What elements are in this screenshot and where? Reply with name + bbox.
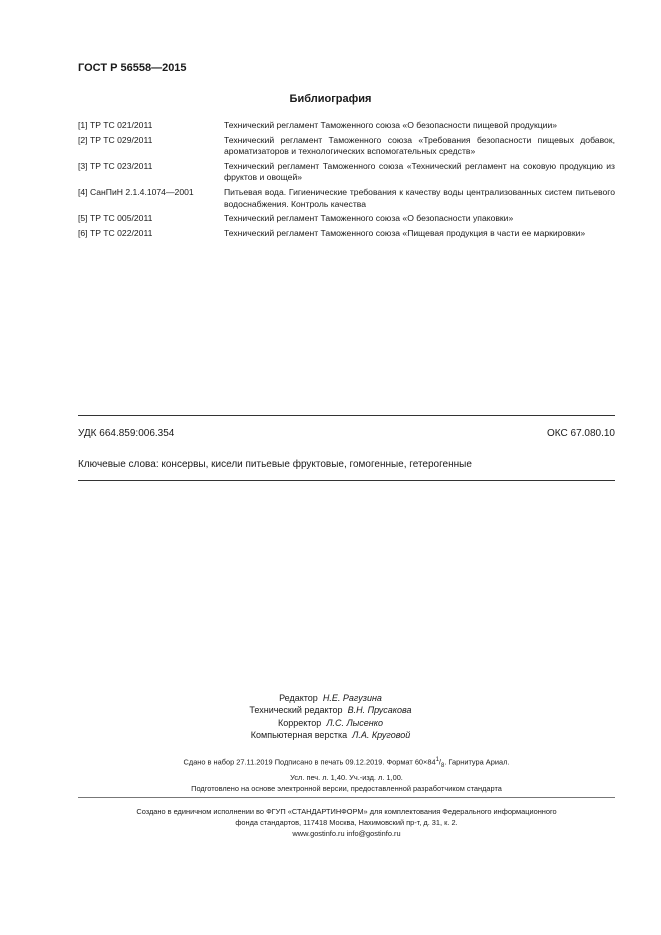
credit-name: Н.Е. Рагузина: [322, 693, 382, 703]
credit-label: Корректор: [277, 717, 322, 728]
credit-name: Л.А. Круговой: [352, 730, 411, 741]
credit-editor: [0, 692, 661, 704]
publisher-info: [78, 806, 615, 839]
bibliography-ref: [6] ТР ТС 022/2011: [78, 227, 153, 238]
bibliography-entry: [78, 120, 615, 132]
bibliography-list: [78, 120, 615, 242]
bibliography-entry: [78, 187, 615, 210]
credit-name: Л.С. Лысенко: [326, 717, 384, 728]
bibliography-ref: [4] СанПиН 2.1.4.1074—2001: [78, 186, 194, 197]
credits-block: [0, 692, 661, 742]
bibliography-text: Технический регламент Таможенного союза «Требования безопасности пищевых добавок, ароматизаторов и технологических вспомогательных средств»: [224, 134, 615, 157]
bibliography-text: Технический регламент Таможенного союза «О безопасности пищевой продукции»: [224, 120, 558, 130]
bibliography-text: Питьевая вода. Гигиенические требования к качеству воды централизованных систем питьевого водоснабжения. Контроль качества: [224, 186, 615, 209]
bibliography-ref: [2] ТР ТС 029/2011: [78, 134, 153, 145]
print-info-text: Сдано в набор 27.11.2019 Подписано в печать 09.12.2019. Формат 60×84: [183, 757, 436, 767]
format-numerator: 1: [435, 757, 439, 763]
bibliography-text: Технический регламент Таможенного союза «Технический регламент на соковую продукцию из фруктов и овощей»: [224, 160, 615, 183]
bibliography-entry: [78, 213, 615, 225]
print-info-line1: Сдано в набор 27.11.2019 Подписано в печать 09.12.2019. Формат $60\times 84^1/_8$. Гарнитура Ариал.: [183, 757, 510, 769]
oks-code: ОКС 67.080.10: [547, 428, 615, 439]
publisher-line2: фонда стандартов, 117418 Москва, Нахимовский пр-т, д. 31, к. 2.: [235, 818, 458, 827]
format-denominator: 8: [440, 762, 445, 769]
bibliography-title: Библиография: [289, 93, 372, 105]
bibliography-text: Технический регламент Таможенного союза «О безопасности упаковки»: [224, 213, 514, 224]
divider-footer: [78, 797, 615, 798]
print-info: [78, 755, 615, 794]
bibliography-text: Технический регламент Таможенного союза «Пищевая продукция в части ее маркировки»: [224, 227, 586, 238]
bibliography-ref: [1] ТР ТС 021/2011: [78, 120, 153, 130]
print-info-line3: Подготовлено на основе электронной версии, предоставленной разработчиком стандарта: [191, 783, 502, 793]
keywords: Ключевые слова: консервы, кисели питьевые фруктовые, гомогенные, гетерогенные: [78, 459, 472, 470]
document-id: ГОСТ Р 56558—2015: [78, 62, 187, 74]
credit-proofreader: [0, 717, 661, 729]
credit-label: Технический редактор: [249, 705, 343, 716]
credit-label: Редактор: [279, 693, 318, 703]
credit-layout: [0, 729, 661, 741]
credit-name: В.Н. Прусакова: [347, 705, 412, 716]
print-info-text: . Гарнитура Ариал.: [444, 757, 510, 767]
publisher-line1: Создано в единичном исполнении во ФГУП «СТАНДАРТИНФОРМ» для комплектования Федерального информационного: [136, 807, 557, 816]
publisher-line3: www.gostinfo.ru info@gostinfo.ru: [292, 829, 401, 838]
divider-top: [78, 415, 615, 416]
bibliography-ref: [3] ТР ТС 023/2011: [78, 160, 153, 171]
bibliography-entry: [78, 135, 615, 158]
credit-tech-editor: [0, 704, 661, 716]
udc-code: УДК 664.859:006.354: [78, 428, 175, 439]
bibliography-entry: [78, 228, 615, 240]
credit-label: Компьютерная верстка: [250, 730, 348, 741]
bibliography-entry: [78, 161, 615, 184]
divider-bottom: [78, 480, 615, 481]
print-info-line2: Усл. печ. л. 1,40. Уч.-изд. л. 1,00.: [290, 772, 403, 782]
bibliography-ref: [5] ТР ТС 005/2011: [78, 213, 153, 224]
